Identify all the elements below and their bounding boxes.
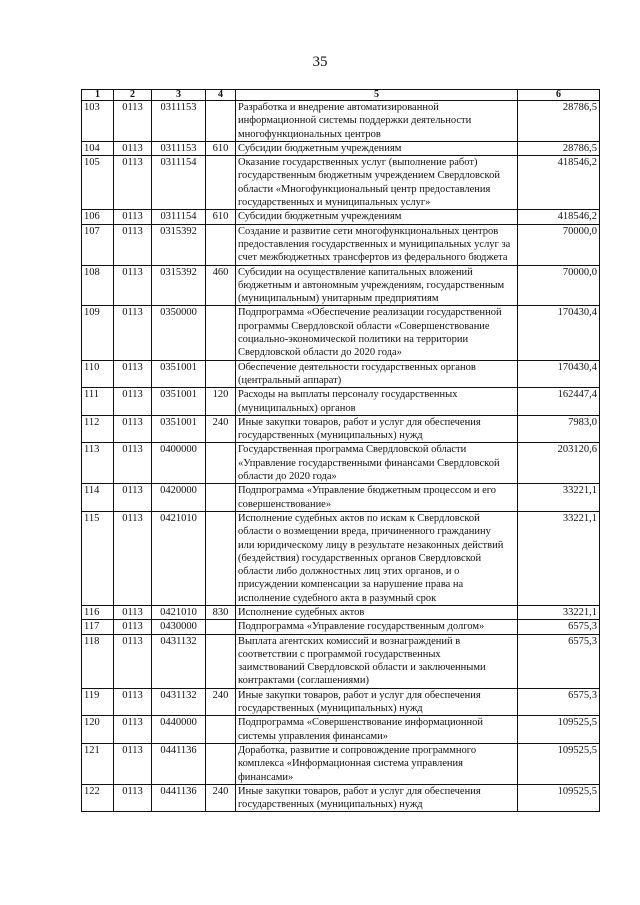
item-name-cell: Государственная программа Свердловской области «Управление государственными финансами Свердловской области до 2020 года»	[236, 443, 518, 484]
row-number-cell: 115	[82, 511, 114, 605]
row-number-cell: 109	[82, 306, 114, 360]
item-name-cell: Субсидии бюджетным учреждениям	[236, 210, 518, 224]
amount-cell: 7983,0	[518, 415, 600, 443]
section-code-cell: 0113	[114, 484, 152, 512]
item-name-cell: Выплата агентских комиссий и вознаграждений в соответствии с программой государственных заимствований Свердловской области и заключенными контрактами (соглашениями)	[236, 634, 518, 688]
section-code-cell: 0113	[114, 360, 152, 388]
row-number-cell: 117	[82, 620, 114, 634]
amount-cell: 6575,3	[518, 634, 600, 688]
expense-type-cell	[206, 156, 236, 210]
expense-type-cell: 120	[206, 388, 236, 416]
row-number-cell: 106	[82, 210, 114, 224]
expense-type-cell	[206, 511, 236, 605]
table-header-row	[82, 90, 600, 101]
table-row	[82, 388, 600, 416]
table-row	[82, 511, 600, 605]
table-row	[82, 101, 600, 142]
row-number-cell: 110	[82, 360, 114, 388]
table-row	[82, 265, 600, 306]
target-code-cell: 0400000	[152, 443, 206, 484]
table-row	[82, 415, 600, 443]
header-col-4: 4	[206, 90, 236, 101]
target-code-cell: 0315392	[152, 224, 206, 265]
item-name-cell: Подпрограмма «Совершенствование информационной системы управления финансами»	[236, 716, 518, 744]
item-name-cell: Подпрограмма «Управление бюджетным процессом и его совершенствование»	[236, 484, 518, 512]
row-number-cell: 112	[82, 415, 114, 443]
amount-cell: 418546,2	[518, 210, 600, 224]
table-row	[82, 688, 600, 716]
amount-cell: 6575,3	[518, 620, 600, 634]
target-code-cell: 0441136	[152, 743, 206, 784]
header-col-3: 3	[152, 90, 206, 101]
item-name-cell: Иные закупки товаров, работ и услуг для обеспечения государственных (муниципальных) нужд	[236, 415, 518, 443]
section-code-cell: 0113	[114, 306, 152, 360]
expense-type-cell: 610	[206, 141, 236, 155]
section-code-cell: 0113	[114, 784, 152, 812]
row-number-cell: 118	[82, 634, 114, 688]
row-number-cell: 122	[82, 784, 114, 812]
table-row	[82, 605, 600, 619]
amount-cell: 70000,0	[518, 265, 600, 306]
row-number-cell: 104	[82, 141, 114, 155]
amount-cell: 33221,1	[518, 605, 600, 619]
expense-type-cell	[206, 484, 236, 512]
amount-cell: 6575,3	[518, 688, 600, 716]
header-col-6: 6	[518, 90, 600, 101]
target-code-cell: 0441136	[152, 784, 206, 812]
target-code-cell: 0420000	[152, 484, 206, 512]
item-name-cell: Создание и развитие сети многофункциональных центров предоставления государственных и муниципальных услуг за счет межбюджетных трансфертов из федерального бюджета	[236, 224, 518, 265]
header-col-5: 5	[236, 90, 518, 101]
item-name-cell: Иные закупки товаров, работ и услуг для обеспечения государственных (муниципальных) нужд	[236, 784, 518, 812]
target-code-cell: 0421010	[152, 511, 206, 605]
header-col-1: 1	[82, 90, 114, 101]
expense-type-cell	[206, 716, 236, 744]
table-row	[82, 784, 600, 812]
page-number: 35	[312, 54, 328, 70]
target-code-cell: 0311153	[152, 101, 206, 142]
expense-type-cell	[206, 743, 236, 784]
expense-type-cell: 240	[206, 688, 236, 716]
section-code-cell: 0113	[114, 511, 152, 605]
table-row	[82, 306, 600, 360]
table-row	[82, 743, 600, 784]
table-row	[82, 156, 600, 210]
amount-cell: 109525,5	[518, 743, 600, 784]
item-name-cell: Подпрограмма «Обеспечение реализации государственной программы Свердловской области «Совершенствование социально-экономической политики на территории Свердловской области до 2020 года»	[236, 306, 518, 360]
expense-type-cell: 610	[206, 210, 236, 224]
section-code-cell: 0113	[114, 634, 152, 688]
amount-cell: 33221,1	[518, 484, 600, 512]
row-number-cell: 111	[82, 388, 114, 416]
item-name-cell: Разработка и внедрение автоматизированной информационной системы поддержки деятельности многофункциональных центров	[236, 101, 518, 142]
item-name-cell: Субсидии бюджетным учреждениям	[236, 141, 518, 155]
row-number-cell: 113	[82, 443, 114, 484]
row-number-cell: 119	[82, 688, 114, 716]
section-code-cell: 0113	[114, 388, 152, 416]
table-row	[82, 620, 600, 634]
expense-type-cell	[206, 224, 236, 265]
section-code-cell: 0113	[114, 605, 152, 619]
expense-type-cell	[206, 306, 236, 360]
expense-type-cell	[206, 443, 236, 484]
row-number-cell: 114	[82, 484, 114, 512]
table-row	[82, 443, 600, 484]
expense-type-cell	[206, 101, 236, 142]
section-code-cell: 0113	[114, 688, 152, 716]
section-code-cell: 0113	[114, 156, 152, 210]
expense-type-cell: 830	[206, 605, 236, 619]
section-code-cell: 0113	[114, 443, 152, 484]
amount-cell: 162447,4	[518, 388, 600, 416]
section-code-cell: 0113	[114, 224, 152, 265]
target-code-cell: 0430000	[152, 620, 206, 634]
section-code-cell: 0113	[114, 265, 152, 306]
amount-cell: 109525,5	[518, 784, 600, 812]
row-number-cell: 103	[82, 101, 114, 142]
target-code-cell: 0431132	[152, 634, 206, 688]
section-code-cell: 0113	[114, 101, 152, 142]
amount-cell: 70000,0	[518, 224, 600, 265]
section-code-cell: 0113	[114, 716, 152, 744]
item-name-cell: Доработка, развитие и сопровождение программного комплекса «Информационная система управления финансами»	[236, 743, 518, 784]
header-col-2: 2	[114, 90, 152, 101]
row-number-cell: 120	[82, 716, 114, 744]
target-code-cell: 0311154	[152, 210, 206, 224]
amount-cell: 28786,5	[518, 141, 600, 155]
target-code-cell: 0311154	[152, 156, 206, 210]
table-row	[82, 210, 600, 224]
section-code-cell: 0113	[114, 210, 152, 224]
expense-type-cell	[206, 634, 236, 688]
section-code-cell: 0113	[114, 743, 152, 784]
expense-type-cell: 240	[206, 415, 236, 443]
target-code-cell: 0351001	[152, 415, 206, 443]
amount-cell: 33221,1	[518, 511, 600, 605]
expense-type-cell	[206, 620, 236, 634]
expense-type-cell: 240	[206, 784, 236, 812]
amount-cell: 28786,5	[518, 101, 600, 142]
row-number-cell: 116	[82, 605, 114, 619]
amount-cell: 170430,4	[518, 306, 600, 360]
target-code-cell: 0431132	[152, 688, 206, 716]
item-name-cell: Исполнение судебных актов	[236, 605, 518, 619]
item-name-cell: Расходы на выплаты персоналу государственных (муниципальных) органов	[236, 388, 518, 416]
item-name-cell: Подпрограмма «Управление государственным долгом»	[236, 620, 518, 634]
target-code-cell: 0421010	[152, 605, 206, 619]
target-code-cell: 0351001	[152, 388, 206, 416]
budget-table	[81, 89, 600, 812]
table-row	[82, 634, 600, 688]
item-name-cell: Субсидии на осуществление капитальных вложений бюджетным и автономным учреждениям, государственным (муниципальным) унитарным предприятиям	[236, 265, 518, 306]
target-code-cell: 0351001	[152, 360, 206, 388]
target-code-cell: 0440000	[152, 716, 206, 744]
amount-cell: 203120,6	[518, 443, 600, 484]
target-code-cell: 0350000	[152, 306, 206, 360]
row-number-cell: 105	[82, 156, 114, 210]
table-row	[82, 484, 600, 512]
table-row	[82, 716, 600, 744]
table-row	[82, 141, 600, 155]
expense-type-cell: 460	[206, 265, 236, 306]
section-code-cell: 0113	[114, 415, 152, 443]
section-code-cell: 0113	[114, 620, 152, 634]
row-number-cell: 108	[82, 265, 114, 306]
table-row	[82, 224, 600, 265]
item-name-cell: Иные закупки товаров, работ и услуг для обеспечения государственных (муниципальных) нужд	[236, 688, 518, 716]
row-number-cell: 121	[82, 743, 114, 784]
section-code-cell: 0113	[114, 141, 152, 155]
item-name-cell: Обеспечение деятельности государственных органов (центральный аппарат)	[236, 360, 518, 388]
amount-cell: 418546,2	[518, 156, 600, 210]
expense-type-cell	[206, 360, 236, 388]
table-row	[82, 360, 600, 388]
amount-cell: 170430,4	[518, 360, 600, 388]
item-name-cell: Исполнение судебных актов по искам к Свердловской области о возмещении вреда, причиненного гражданину или юридическому лицу в результате незаконных действий (бездействия) государственных органов Свердловской области либо должностных лиц этих органов, и о присуждении компенсации за нарушение права на исполнение судебного акта в разумный срок	[236, 511, 518, 605]
amount-cell: 109525,5	[518, 716, 600, 744]
target-code-cell: 0315392	[152, 265, 206, 306]
item-name-cell: Оказание государственных услуг (выполнение работ) государственным бюджетным учреждением Свердловской области «Многофункциональный центр предоставления государственных и муниципальных услуг»	[236, 156, 518, 210]
row-number-cell: 107	[82, 224, 114, 265]
target-code-cell: 0311153	[152, 141, 206, 155]
